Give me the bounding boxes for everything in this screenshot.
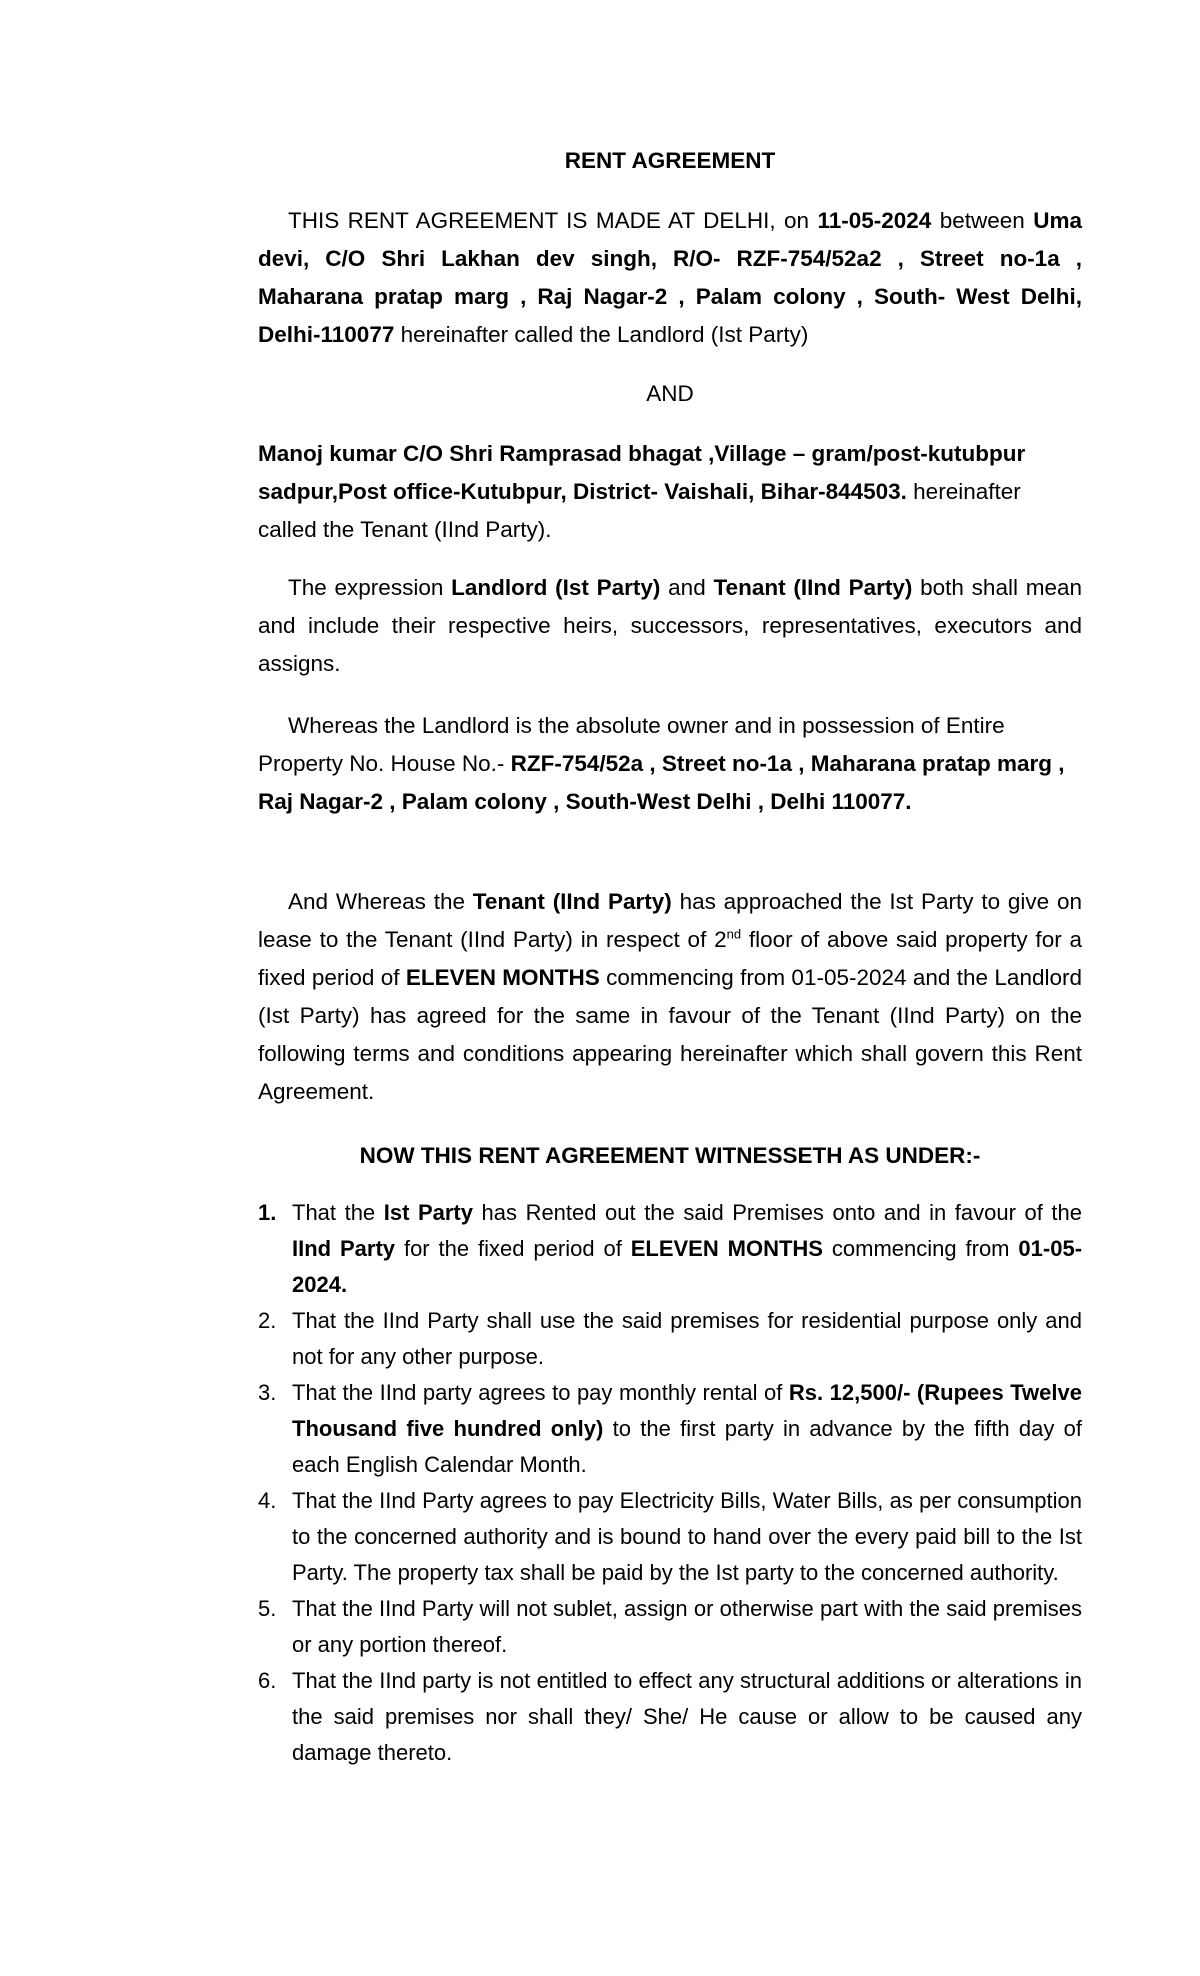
whereas-text: Whereas the Landlord is the absolute owner and in possession of Entire Property No. House No.- — [258, 713, 1005, 776]
intro-paragraph — [258, 202, 1082, 354]
intro-text-b: between — [931, 208, 1034, 233]
intro-text-a: THIS RENT AGREEMENT IS MADE AT DELHI, on — [288, 208, 818, 233]
property-address: RZF-754/52a , Street no-1a , Maharana pratap marg , Raj Nagar-2 , Palam colony , South-West Delhi , Delhi 110077. — [258, 751, 1065, 814]
clause-number: 5. — [258, 1596, 277, 1621]
and-whereas-text-c: floor of above said property for a fixed period of — [258, 927, 1082, 990]
clause-2-text: That the IInd Party shall use the said premises for residential purpose only and not for any other purpose. — [292, 1308, 1082, 1369]
document-title: RENT AGREEMENT — [564, 148, 776, 173]
whereas-paragraph — [258, 707, 1082, 821]
clause-number: 3. — [258, 1380, 277, 1405]
clause-3-text-b: to the first party in advance by the fifth day of each English Calendar Month. — [292, 1416, 1082, 1477]
clause-1-second-party: IInd Party — [292, 1236, 396, 1261]
clause-number: 2. — [258, 1308, 277, 1333]
floor-superscript: nd — [726, 926, 742, 942]
clause-number: 1. — [258, 1200, 277, 1225]
expression-text-a: The expression — [288, 575, 452, 600]
clause-6-text: That the IInd party is not entitled to effect any structural additions or alterations in the said premises nor shall they/ She/ He cause or allow to be caused any damage thereto. — [292, 1668, 1082, 1765]
tenant-suffix: hereinafter called the Tenant (IInd Party). — [258, 479, 1021, 542]
expression-tenant: Tenant (IInd Party) — [713, 575, 913, 600]
clause-3-text-a: That the IInd party agrees to pay monthly rental of — [292, 1380, 789, 1405]
clause-number: 6. — [258, 1668, 277, 1693]
clause-4-text: That the IInd Party agrees to pay Electricity Bills, Water Bills, as per consumption to the concerned authority and is bound to hand over the every paid bill to the Ist Party. The property tax shall be paid by the Ist party to the concerned authority. — [292, 1488, 1082, 1585]
clause-2 — [258, 1303, 1082, 1375]
expression-text-c: both shall mean and include their respective heirs, successors, representatives, executors and assigns. — [258, 575, 1082, 676]
tenant-details: Manoj kumar C/O Shri Ramprasad bhagat ,Village – gram/post-kutubpur sadpur,Post office-Kutubpur, District- Vaishali, Bihar-844503. — [258, 441, 1026, 504]
clauses-list — [258, 1195, 1082, 1771]
clause-1-period: ELEVEN MONTHS — [630, 1236, 823, 1261]
and-separator: AND — [646, 381, 694, 406]
clause-number: 4. — [258, 1488, 277, 1513]
clause-1 — [258, 1195, 1082, 1303]
witnesseth-heading: NOW THIS RENT AGREEMENT WITNESSETH AS UNDER:- — [359, 1143, 981, 1168]
rent-amount: Rs. 12,500/- (Rupees Twelve Thousand five hundred only) — [292, 1380, 1082, 1441]
and-whereas-paragraph — [258, 883, 1082, 1111]
expression-text-b: and — [660, 575, 714, 600]
intro-text-c: hereinafter called the Landlord (Ist Party) — [394, 322, 809, 347]
expression-landlord: Landlord (Ist Party) — [451, 575, 661, 600]
and-whereas-text-a: And Whereas the — [288, 889, 473, 914]
lease-period: ELEVEN MONTHS — [405, 965, 600, 990]
clause-6 — [258, 1663, 1082, 1771]
and-whereas-text-d: commencing from 01-05-2024 and the Landlord (Ist Party) has agreed for the same in favour of the Tenant (IInd Party) on the following terms and conditions appearing hereinafter which shall govern this Rent Agreement. — [258, 965, 1082, 1104]
clause-1-text-c: has Rented out the said Premises onto and in favour of the — [472, 1200, 1082, 1225]
clause-1-text-d: for the fixed period of — [395, 1236, 631, 1261]
clause-3 — [258, 1375, 1082, 1483]
and-whereas-tenant: Tenant (IInd Party) — [472, 889, 672, 914]
clause-1-text-e: commencing from — [822, 1236, 1019, 1261]
clause-1-text-a: That the — [292, 1200, 384, 1225]
expression-paragraph — [258, 569, 1082, 683]
clause-1-first-party: Ist Party — [383, 1200, 473, 1225]
clause-4 — [258, 1483, 1082, 1591]
landlord-details: Uma devi, C/O Shri Lakhan dev singh, R/O- RZF-754/52a2 , Street no-1a , Maharana pratap marg , Raj Nagar-2 , Palam colony , South- West Delhi, Delhi-110077 — [258, 208, 1082, 347]
and-whereas-text-b: has approached the Ist Party to give on lease to the Tenant (IInd Party) in respect of 2 — [258, 889, 1083, 952]
clause-1-start-date: 01-05-2024. — [292, 1236, 1083, 1297]
agreement-date: 11-05-2024 — [817, 208, 932, 233]
tenant-paragraph — [258, 435, 1082, 549]
clause-5-text: That the IInd Party will not sublet, assign or otherwise part with the said premises or any portion thereof. — [292, 1596, 1082, 1657]
clause-5 — [258, 1591, 1082, 1663]
